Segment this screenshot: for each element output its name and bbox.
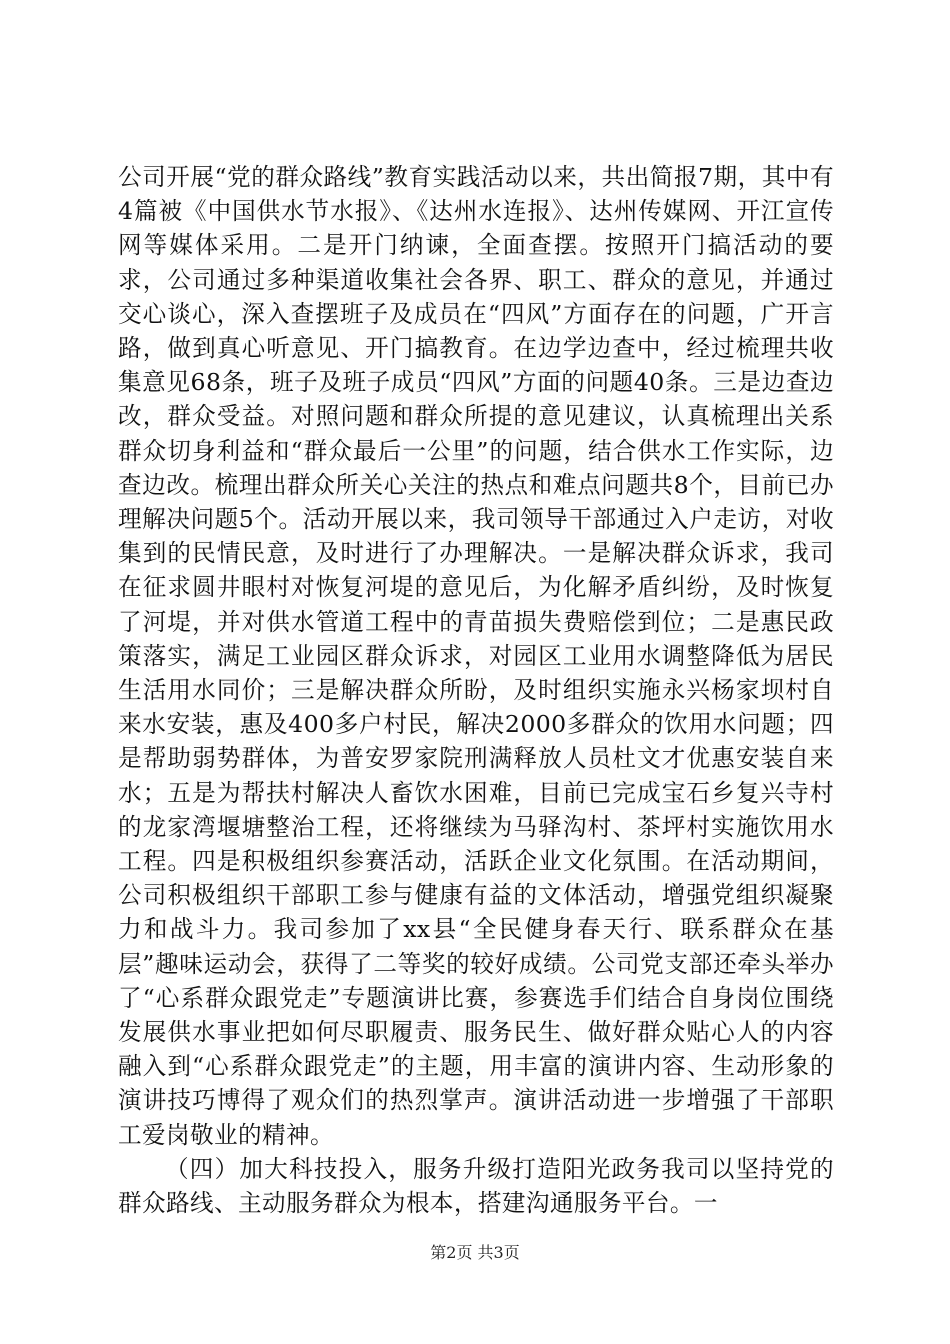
paragraph-1: 公司开展“党的群众路线”教育实践活动以来，共出简报7期，其中有4篇被《中国供水节水报》、《达州水连报》、达州传媒网、开江宣传网等媒体采用。二是开门纳谏，全面查摆。按照开门搞活动的要求，公司通过多种渠道收集社会各界、职工、群众的意见，并通过交心谈心，深入查摆班子及成员在“四风”方面存在的问题，广开言路，做到真心听意见、开门搞教育。在边学边查中，经过梳理共收集意见68条，班子及班子成员“四风”方面的问题40条。三是边查边改，群众受益。对照问题和群众所提的意见建议，认真梳理出关系群众切身利益和“群众最后一公里”的问题，结合供水工作实际，边查边改。梳理出群众所关心关注的热点和难点问题共8个，目前已办理解决问题5个。活动开展以来，我司领导干部通过入户走访，对收集到的民情民意，及时进行了办理解决。一是解决群众诉求，我司在征求圆井眼村对恢复河堤的意见后，为化解矛盾纠纷，及时恢复了河堤，并对供水管道工程中的青苗损失费赔偿到位；二是惠民政策落实，满足工业园区群众诉求，对园区工业用水调整降低为居民生活用水同价；三是解决群众所盼，及时组织实施永兴杨家坝村自来水安装，惠及400多户村民，解决2000多群众的饮用水问题；四是帮助弱势群体，为普安罗家院刑满释放人员杜文才优惠安装自来水；五是为帮扶村解决人畜饮水困难，目前已完成宝石乡复兴寺村的龙家湾堰塘整治工程，还将继续为马驿沟村、茶坪村实施饮用水工程。四是积极组织参赛活动，活跃企业文化氛围。在活动期间，公司积极组织干部职工参与健康有益的文体活动，增强党组织凝聚力和战斗力。我司参加了xx县“全民健身春天行、联系群众在基层”趣味运动会，获得了二等奖的较好成绩。公司党支部还牵头举办了“心系群众跟党走”专题演讲比赛，参赛选手们结合自身岗位围绕发展供水事业把如何尽职履责、服务民生、做好群众贴心人的内容融入到“心系群众跟党走”的主题，用丰富的演讲内容、生动形象的演讲技巧博得了观众们的热烈掌声。演讲活动进一步增强了干部职工爱岗敬业的精神。 (118, 163, 834, 1149)
document-body (118, 160, 834, 1220)
page-footer: 第2页 共3页 (430, 1243, 520, 1262)
paragraph-2: （四）加大科技投入，服务升级打造阳光政务我司以坚持党的群众路线、主动服务群众为根本，搭建沟通服务平台。一 (118, 1154, 834, 1218)
